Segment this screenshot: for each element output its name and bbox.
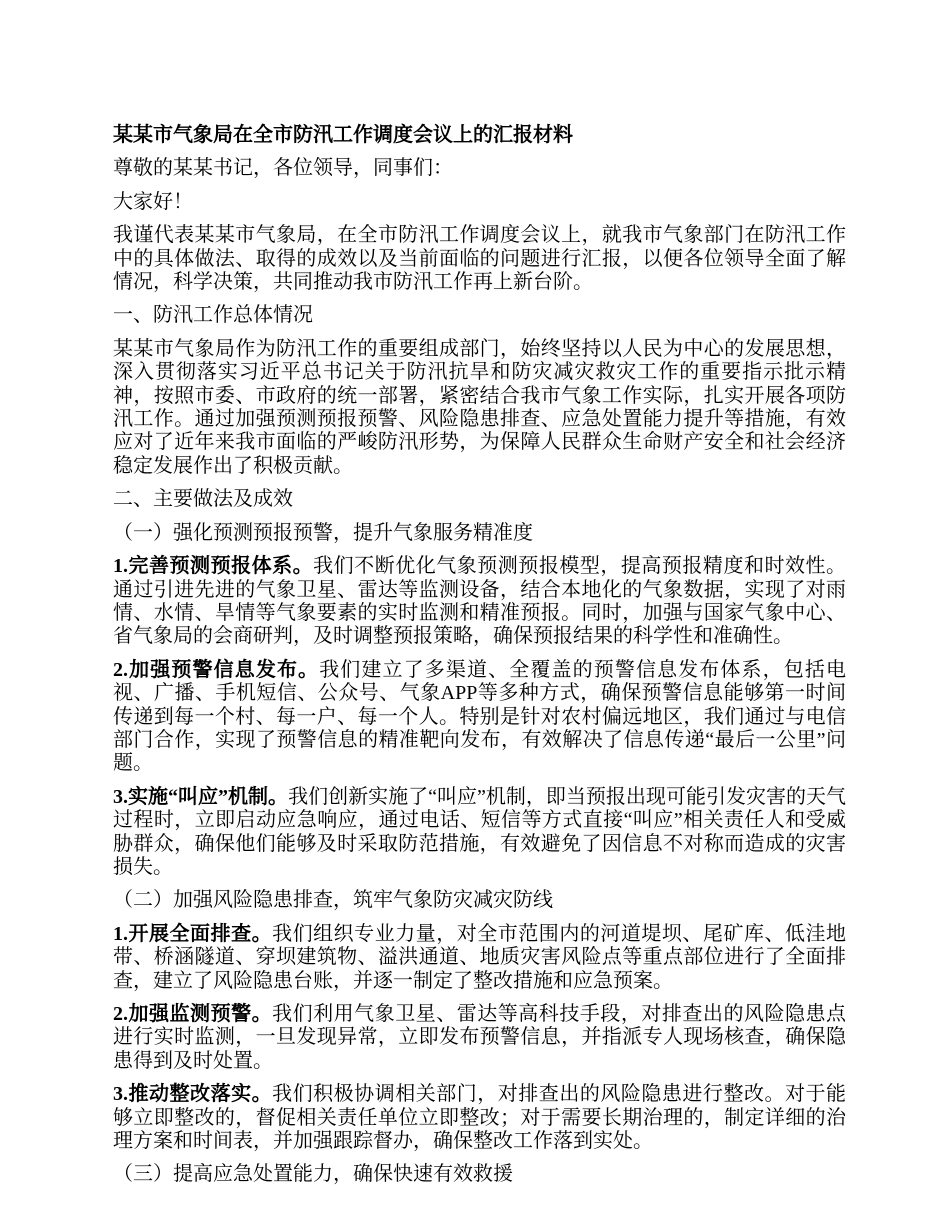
document-title: 某某市气象局在全市防汛工作调度会议上的汇报材料 (113, 124, 573, 146)
paragraph (113, 555, 846, 649)
paragraph-text: 我们不断优化气象预测预报模型，提高预报精度和时效性。通过引进先进的气象卫星、雷达等监测设备，结合本地化的气象数据，实现了对雨情、水情、旱情等气象要素的实时监测和精准预报。同时，加强与国家气象中心、省气象局的会商研判，及时调整预报策略，确保预报结果的科学性和准确性。 (113, 555, 847, 648)
paragraph: 大家好！ (113, 190, 193, 213)
paragraph (113, 923, 846, 993)
paragraph-lead: 1.完善预测预报体系。 (113, 555, 314, 578)
paragraph-lead: 1.开展全面排查。 (113, 922, 273, 945)
paragraph (113, 1083, 846, 1153)
paragraph: 我谨代表某某市气象局，在全市防汛工作调度会议上，就我市气象部门在防汛工作中的具体做法、取得的成效以及当前面临的问题进行汇报，以便各位领导全面了解情况，科学决策，共同推动我市防汛工作再上新台阶。 (113, 224, 846, 294)
paragraph (113, 659, 846, 776)
section-heading: 二、主要做法及成效 (113, 488, 293, 511)
paragraph-text: 我们利用气象卫星、雷达等高科技手段，对排查出的风险隐患点进行实时监测，一旦发现异常，立即发布预警信息，并指派专人现场核查，确保隐患得到及时处置。 (113, 1003, 847, 1072)
paragraph-lead: 3.推动整改落实。 (113, 1083, 273, 1106)
subsection-heading: （二）加强风险隐患排查，筑牢气象防灾减灾防线 (113, 889, 553, 912)
paragraph (113, 786, 846, 880)
document-content (113, 157, 846, 1186)
paragraph-text: 我们积极协调相关部门，对排查出的风险隐患进行整改。对于能够立即整改的，督促相关责任单位立即整改；对于需要长期治理的，制定详细的治理方案和时间表，并加强跟踪督办，确保整改工作落到实处。 (113, 1083, 847, 1153)
paragraph-lead: 2.加强预警信息发布。 (113, 658, 320, 681)
paragraph-text: 我们建立了多渠道、全覆盖的预警信息发布体系，包括电视、广播、手机短信、公众号、气象APP等多种方式，确保预警信息能够第一时间传递到每一个村、每一户、每一个人。特别是针对农村偏远地区，我们通过与电信部门合作，实现了预警信息的精准靶向发布，有效解决了信息传递“最后一公里”问题。 (113, 658, 847, 775)
paragraph-text: 我们创新实施了“叫应”机制，即当预报出现可能引发灾害的天气过程时，立即启动应急响应，通过电话、短信等方式直接“叫应”相关责任人和受威胁群众，确保他们能够及时采取防范措施，有效避免了因信息不对称而造成的灾害损失。 (113, 785, 846, 878)
paragraph-lead: 3.实施“叫应”机制。 (113, 785, 289, 808)
subsection-heading: （三）提高应急处置能力，确保快速有效救援 (113, 1163, 513, 1186)
paragraph (113, 1003, 846, 1073)
paragraph: 尊敬的某某书记，各位领导，同事们： (113, 157, 453, 180)
paragraph-lead: 2.加强监测预警。 (113, 1003, 273, 1025)
paragraph: 某某市气象局作为防汛工作的重要组成部门，始终坚持以人民为中心的发展思想，深入贯彻落实习近平总书记关于防汛抗旱和防灾减灾救灾工作的重要指示批示精神，按照市委、市政府的统一部署，紧密结合我市气象工作实际，扎实开展各项防汛工作。通过加强预测预报预警、风险隐患排查、应急处置能力提升等措施，有效应对了近年来我市面临的严峻防汛形势，为保障人民群众生命财产安全和社会经济稳定发展作出了积极贡献。 (113, 337, 846, 477)
section-heading: 一、防汛工作总体情况 (113, 304, 313, 327)
subsection-heading: （一）强化预测预报预警，提升气象服务精准度 (113, 521, 533, 544)
paragraph-text: 我们组织专业力量，对全市范围内的河道堤坝、尾矿库、低洼地带、桥涵隧道、穿坝建筑物、溢洪通道、地质灾害风险点等重点部位进行了全面排查，建立了风险隐患台账，并逐一制定了整改措施和应急预案。 (113, 922, 847, 992)
